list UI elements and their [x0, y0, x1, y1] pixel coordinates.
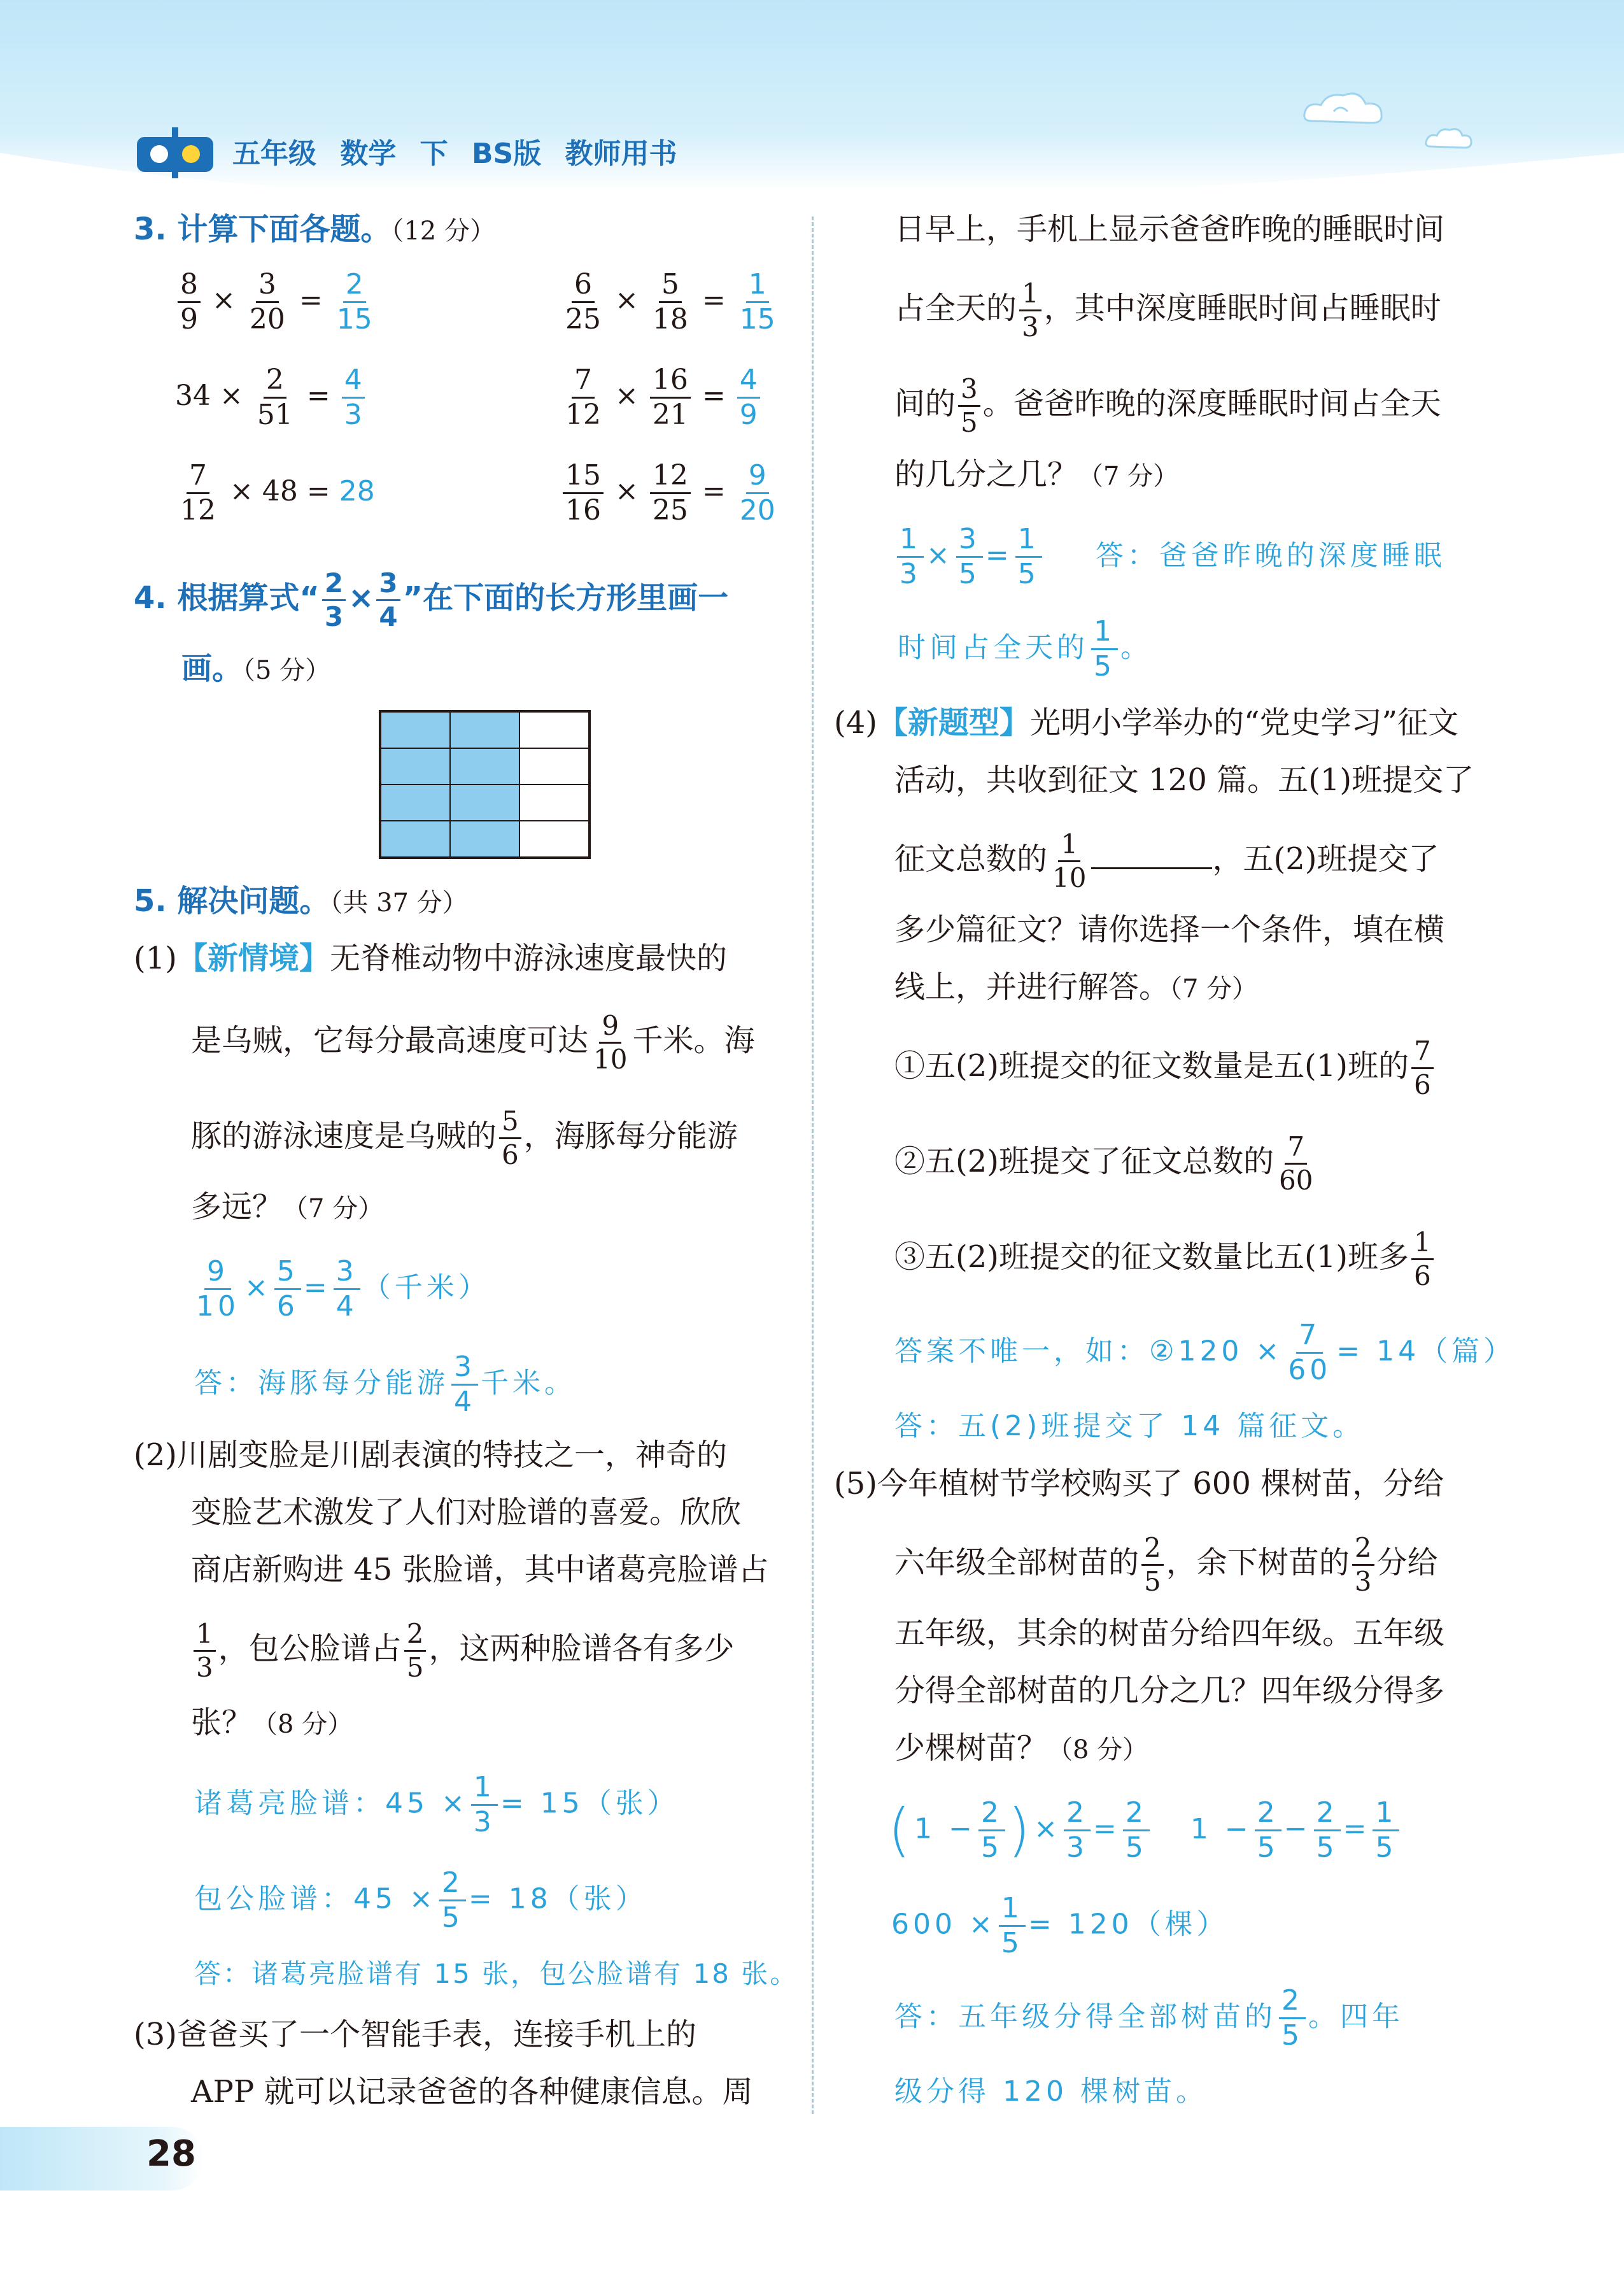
q4-line2: 画。（5 分） — [181, 651, 331, 686]
q5-p2-line5: 张？（8 分） — [191, 1705, 353, 1740]
q5-p5-line1: (5)今年植树节学校购买了 600 棵树苗，分给 — [834, 1466, 1444, 1502]
q5-p4-line3: 征文总数的 $\frac{1}{10}$ ，五(2)班提交了 — [894, 828, 1439, 893]
q3-item-4: $\frac{7}{12}$ × $\frac{16}{21}$ = $\frac{4}{9}$ — [560, 366, 763, 429]
q5-p3-answer: 时间占全天的 $\frac{1}{5}$ 。 — [898, 615, 1152, 683]
header-book-type: 教师用书 — [565, 138, 677, 170]
q5-p2-line1: (2)川剧变脸是川剧表演的特技之一，神奇的 — [134, 1437, 728, 1473]
q5-p4-line5: 线上，并进行解答。（7 分） — [894, 969, 1258, 1005]
header-edition: BS版 — [471, 138, 542, 170]
cloud-icon — [1423, 124, 1474, 153]
q5-p1-work: $\frac{9}{10}$ × $\frac{5}{6}$ = $\frac{3}{4}$ （千米） — [196, 1255, 490, 1323]
q5-p3-line3: 日早上，手机上显示爸爸昨晚的睡眠时间 — [894, 211, 1445, 247]
q5-p1-line2: 是乌贼，它每分最高速度可达 $\frac{9}{10}$ 千米。海 — [191, 1010, 755, 1075]
q5-p5-answer-line2: 级分得 120 棵树苗。 — [894, 2075, 1208, 2108]
q5-p4-option3: ③五(2)班提交的征文数量比五(1)班多 $\frac{1}{6}$ — [894, 1229, 1436, 1289]
q3-title — [134, 207, 495, 253]
q3-item-1: $\frac{8}{9}$ × $\frac{3}{20}$ = $\frac{2}{15}$ — [175, 271, 378, 334]
q5-p4-line1: (4)【新题型】光明小学举办的“党史学习”征文 — [834, 705, 1459, 741]
header-volume: 下 — [420, 138, 448, 170]
q3-item-3: 34 × $\frac{2}{51}$ = $\frac{4}{3}$ — [175, 366, 367, 429]
q5-p5-line5: 少棵树苗？（8 分） — [894, 1730, 1148, 1766]
q5-p5-line4: 分得全部树苗的几分之几？四年级分得多 — [894, 1673, 1445, 1708]
q3-item-2: $\frac{6}{25}$ × $\frac{5}{18}$ = $\frac{1}{15}$ — [565, 268, 775, 336]
q5-p2-line4: $\frac{1}{3}$ ，包公脸谱占 $\frac{2}{5}$ ，这两种脸谱各有多少 — [191, 1621, 735, 1681]
q5-p1-line1: (1)【新情境】无脊椎动物中游泳速度最快的 — [134, 941, 728, 976]
q5-p2-work1: 诸葛亮脸谱：45 × $\frac{1}{3}$ = 15（张） — [194, 1771, 679, 1838]
logo-icon — [134, 124, 216, 181]
fill-in-blank[interactable] — [1091, 837, 1212, 869]
q5-p3-line4: 占全天的 $\frac{1}{3}$ ，其中深度睡眠时间占睡眠时 — [894, 278, 1441, 343]
q3-score: （12 分） — [391, 217, 495, 246]
header-title — [232, 131, 691, 169]
header-grade: 五年级 — [232, 138, 316, 170]
header-subject: 数学 — [340, 138, 397, 170]
q5-p3-line5: 间的 $\frac{3}{5}$ 。爸爸昨晚的深度睡眠时间占全天 — [894, 373, 1441, 438]
q5-p4-option1: ①五(2)班提交的征文数量是五(1)班的 $\frac{7}{6}$ — [894, 1038, 1436, 1098]
q5-p5-work2: 600 × $\frac{1}{5}$ = 120（棵） — [891, 1892, 1229, 1959]
cloud-icon — [1299, 86, 1388, 131]
q5-p3-line1: (3)爸爸买了一个智能手表，连接手机上的 — [134, 2017, 697, 2052]
q5-p3-work: $\frac{1}{3}$ × $\frac{3}{5}$ = $\frac{1}{5}$ 答：爸爸昨晚的深度睡眠 — [894, 525, 1446, 588]
q3-item-5: $\frac{7}{12}$ × 48 = 28 — [180, 459, 375, 527]
q5-p4-answer: 答：五(2)班提交了 14 篇征文。 — [894, 1410, 1365, 1442]
q5-p4-line4: 多少篇征文？请你选择一个条件，填在横 — [894, 912, 1445, 948]
q5-p1-line3: 豚的游泳速度是乌贼的 $\frac{5}{6}$ ，海豚每分能游 — [191, 1105, 738, 1170]
q5-p4-work: 答案不唯一，如：②120 × $\frac{7}{60}$ = 14（篇） — [894, 1319, 1516, 1386]
q3-item-6: $\frac{15}{16}$ × $\frac{12}{25}$ = $\frac{9}{20}$ — [560, 462, 780, 525]
q5-p2-work2: 包公脸谱：45 × $\frac{2}{5}$ = 18（张） — [194, 1866, 647, 1934]
q5-p2-line2: 变脸艺术激发了人们对脸谱的喜爱。欣欣 — [191, 1494, 742, 1530]
column-divider — [812, 217, 814, 2114]
q5-p2-line3: 商店新购进 45 张脸谱，其中诸葛亮脸谱占 — [191, 1552, 769, 1587]
q5-p1-answer: 答：海豚每分能游 $\frac{3}{4}$ 千米。 — [194, 1351, 576, 1418]
q5-p4-line2: 活动，共收到征文 120 篇。五(1)班提交了 — [894, 762, 1474, 798]
q5-p3-line2: APP 就可以记录爸爸的各种健康信息。周 — [191, 2074, 753, 2110]
q5-p2-answer: 答：诸葛亮脸谱有 15 张，包公脸谱有 18 张。 — [194, 1958, 799, 1989]
q5-title: 5. 解决问题。（共 37 分） — [134, 883, 468, 919]
q5-p5-line2: 六年级全部树苗的 $\frac{2}{5}$ ，余下树苗的 $\frac{2}{3}$ 分给 — [894, 1532, 1438, 1597]
q3-title-text: 3. 计算下面各题。 — [134, 211, 392, 247]
q5-p1-line4: 多远？（7 分） — [191, 1189, 384, 1225]
q5-p3-line6: 的几分之几？（7 分） — [894, 457, 1179, 492]
q5-p5-answer-line1: 答：五年级分得全部树苗的 $\frac{2}{5}$ 。四年 — [894, 1984, 1404, 2052]
q5-p5-line3: 五年级，其余的树苗分给四年级。五年级 — [894, 1615, 1445, 1651]
page-number: 28 — [146, 2133, 196, 2175]
q4-rectangle-grid — [379, 710, 591, 859]
q4-title: 4. 根据算式“ $\frac{2}{3}$ × $\frac{3}{4}$ ”在下面的长方形里画一 — [134, 567, 729, 632]
q5-p4-option2: ②五(2)班提交了征文总数的 $\frac{7}{60}$ — [894, 1131, 1313, 1196]
q5-p5-work1: (1 − $\frac{2}{5}$ )× $\frac{2}{3}$ = $\frac{2}{5}$ 1 − $\frac{2}{5}$ − $\frac{2}{5}$ = $\frac{1}{5}$ — [888, 1799, 1402, 1862]
